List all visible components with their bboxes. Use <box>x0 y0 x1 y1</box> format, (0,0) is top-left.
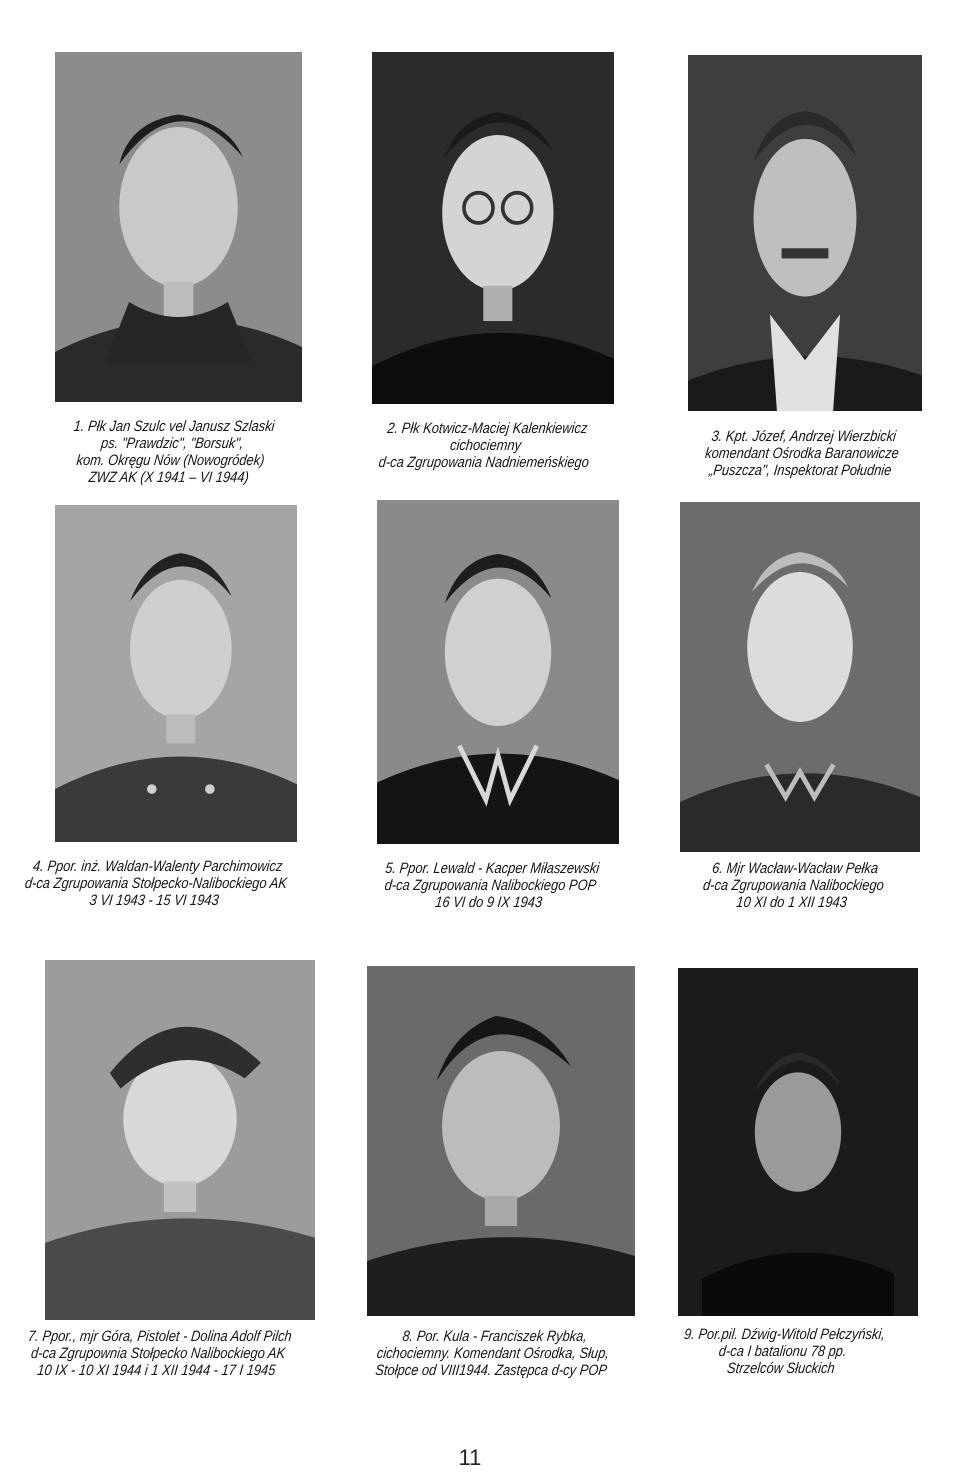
caption-line: d-ca Zgrupowania Nadniemeńskiego <box>377 454 590 471</box>
caption-line: cichociemny <box>449 437 523 454</box>
caption-line: 3. Kpt. Józef, Andrzej Wierzbicki <box>710 428 897 445</box>
caption-line: kom. Okręgu Nów (Nowogródek) <box>75 452 266 469</box>
caption-line: 16 VI do 9 IX 1943 <box>434 894 544 911</box>
portrait-figure-4 <box>55 505 297 842</box>
portrait-caption-4 <box>1 858 312 909</box>
caption-line: d-ca Zgrupowania Nalibockiego <box>702 877 885 894</box>
caption-line: cichociemny. Komendant Ośrodka, Słup, <box>375 1345 610 1362</box>
portrait-caption-2 <box>350 420 622 471</box>
caption-line: 7. Ppor., mjr Góra, Pistolet - Dolina Adolf Pilch <box>27 1328 293 1345</box>
portrait-figure-1 <box>55 52 302 402</box>
caption-line: ZWZ AK (X 1941 – VI 1944) <box>87 469 250 486</box>
portrait-figure-7 <box>45 960 315 1320</box>
portrait-photo-3 <box>688 55 922 411</box>
caption-line: Stołpce od VIII1944. Zastępca d-cy POP <box>374 1362 608 1379</box>
caption-line: 2. Płk Kotwicz-Maciej Kalenkiewicz <box>386 420 589 437</box>
caption-line: 9. Por.pil. Dźwig-Witold Pełczyński, <box>683 1326 886 1343</box>
portrait-caption-7 <box>1 1328 316 1379</box>
portrait-photo-9 <box>678 968 918 1316</box>
portrait-photo-1 <box>55 52 302 402</box>
portrait-figure-6 <box>680 502 920 852</box>
caption-line: 4. Ppor. inż. Waldan-Walenty Parchimowicz <box>32 858 284 875</box>
caption-line: 1. Płk Jan Szulc vel Janusz Szlaski <box>72 418 276 435</box>
portrait-caption-3 <box>675 428 930 479</box>
caption-line: 5. Ppor. Lewald - Kacper Miłaszewski <box>384 860 601 877</box>
caption-line: ps. "Prawdzic", "Borsuk", <box>100 435 245 452</box>
caption-line: 8. Por. Kula - Franciszek Rybka, <box>401 1328 588 1345</box>
caption-line: d-ca I batalionu 78 pp. <box>717 1343 848 1360</box>
portrait-caption-5 <box>357 860 625 911</box>
portrait-caption-8 <box>353 1328 634 1379</box>
portrait-figure-3 <box>688 55 922 411</box>
caption-line: Strzelców Słuckich <box>726 1360 836 1377</box>
caption-line: 10 XI do 1 XII 1943 <box>735 894 848 911</box>
portrait-caption-1 <box>39 418 304 486</box>
caption-line: 6. Mjr Wacław-Wacław Pełka <box>711 860 880 877</box>
portrait-photo-6 <box>680 502 920 852</box>
caption-line: 3 VI 1943 - 15 VI 1943 <box>88 892 220 909</box>
caption-line: komendant Ośrodka Baranowicze <box>704 445 900 462</box>
caption-line: d-ca Zgrupowania Stołpecko-Nalibockiego AK <box>24 875 288 892</box>
portrait-figure-2 <box>372 52 614 404</box>
caption-line: 10 IX - 10 XI 1944 i 1 XII 1944 - 17 I 1945 <box>36 1362 277 1379</box>
portrait-photo-5 <box>377 500 619 844</box>
portrait-figure-9 <box>678 968 918 1316</box>
caption-line: d-ca Zgrupownia Stołpecko Nalibockiego AK <box>30 1345 287 1362</box>
portrait-caption-6 <box>675 860 913 911</box>
portrait-photo-2 <box>372 52 614 404</box>
caption-line: d-ca Zgrupowania Nalibockiego POP <box>383 877 598 894</box>
portrait-figure-5 <box>377 500 619 844</box>
portrait-figure-8 <box>367 966 635 1316</box>
portrait-photo-7 <box>45 960 315 1320</box>
portrait-caption-9 <box>660 1326 906 1377</box>
page-number: 11 <box>458 1445 482 1470</box>
portrait-photo-8 <box>367 966 635 1316</box>
caption-line: „Puszcza", Inspektorat Południe <box>708 462 893 479</box>
portrait-photo-4 <box>55 505 297 842</box>
